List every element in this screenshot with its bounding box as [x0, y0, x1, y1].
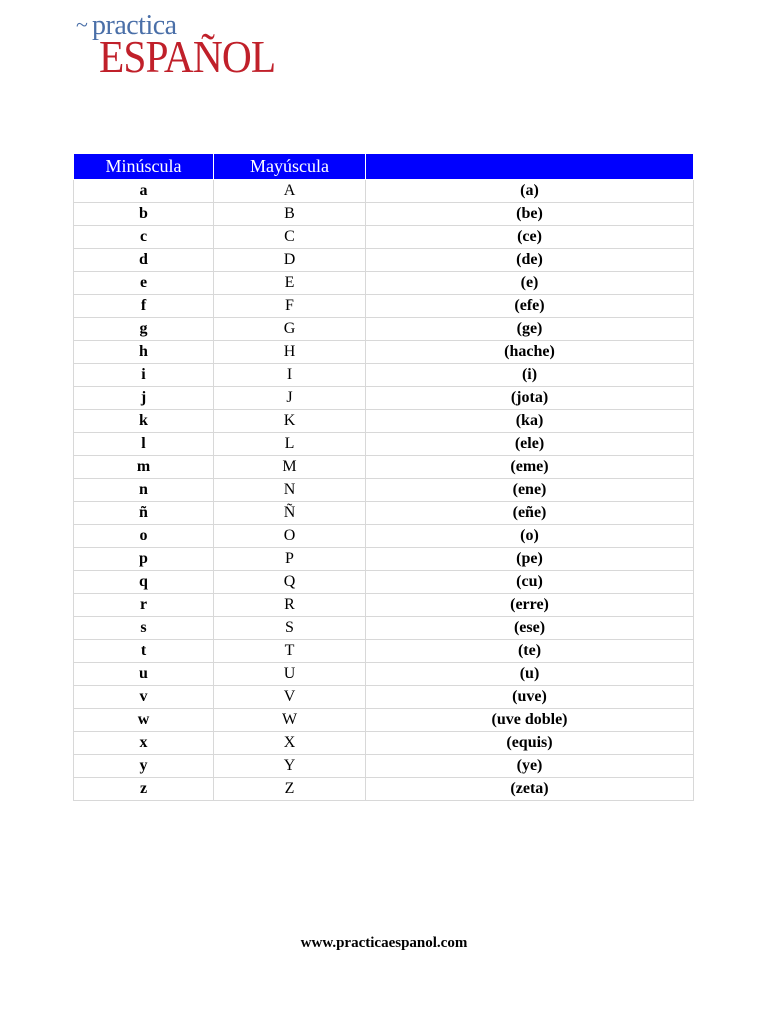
table-row	[74, 594, 694, 617]
alphabet-table-body	[74, 180, 694, 801]
logo-espanol-text: ESPAÑOL	[99, 31, 276, 82]
lowercase-letter: a	[74, 180, 214, 203]
lowercase-letter: g	[74, 318, 214, 341]
lowercase-letter: e	[74, 272, 214, 295]
table-row	[74, 502, 694, 525]
uppercase-letter: W	[214, 709, 366, 732]
uppercase-letter: A	[214, 180, 366, 203]
header-mayuscula: Mayúscula	[214, 154, 366, 180]
table-row	[74, 732, 694, 755]
table-row	[74, 479, 694, 502]
table-row	[74, 341, 694, 364]
table-row	[74, 295, 694, 318]
lowercase-letter: z	[74, 778, 214, 801]
lowercase-letter: i	[74, 364, 214, 387]
header-minuscula: Minúscula	[74, 154, 214, 180]
table-row	[74, 226, 694, 249]
lowercase-letter: l	[74, 433, 214, 456]
letter-name: (ce)	[366, 226, 694, 249]
uppercase-letter: R	[214, 594, 366, 617]
footer-url: www.practicaespanol.com	[300, 935, 468, 951]
lowercase-letter: u	[74, 663, 214, 686]
letter-name: (eme)	[366, 456, 694, 479]
letter-name: (uve)	[366, 686, 694, 709]
uppercase-letter: F	[214, 295, 366, 318]
uppercase-letter: Ñ	[214, 502, 366, 525]
letter-name: (ka)	[366, 410, 694, 433]
uppercase-letter: U	[214, 663, 366, 686]
table-row	[74, 548, 694, 571]
letter-name: (equis)	[366, 732, 694, 755]
lowercase-letter: k	[74, 410, 214, 433]
uppercase-letter: M	[214, 456, 366, 479]
lowercase-letter: b	[74, 203, 214, 226]
letter-name: (de)	[366, 249, 694, 272]
letter-name: (pe)	[366, 548, 694, 571]
letter-name: (be)	[366, 203, 694, 226]
spanish-alphabet-table	[73, 153, 694, 801]
table-row	[74, 410, 694, 433]
lowercase-letter: r	[74, 594, 214, 617]
uppercase-letter: K	[214, 410, 366, 433]
lowercase-letter: n	[74, 479, 214, 502]
logo-tilde: ~	[76, 12, 88, 37]
uppercase-letter: Q	[214, 571, 366, 594]
uppercase-letter: S	[214, 617, 366, 640]
uppercase-letter: Y	[214, 755, 366, 778]
lowercase-letter: h	[74, 341, 214, 364]
letter-name: (erre)	[366, 594, 694, 617]
table-row	[74, 686, 694, 709]
uppercase-letter: G	[214, 318, 366, 341]
table-row	[74, 663, 694, 686]
table-row	[74, 778, 694, 801]
uppercase-letter: L	[214, 433, 366, 456]
letter-name: (u)	[366, 663, 694, 686]
table-row	[74, 617, 694, 640]
uppercase-letter: I	[214, 364, 366, 387]
uppercase-letter: D	[214, 249, 366, 272]
header-name	[366, 154, 694, 180]
lowercase-letter: c	[74, 226, 214, 249]
letter-name: (o)	[366, 525, 694, 548]
letter-name: (e)	[366, 272, 694, 295]
lowercase-letter: q	[74, 571, 214, 594]
uppercase-letter: J	[214, 387, 366, 410]
logo-practica-text: practica	[92, 10, 177, 41]
letter-name: (uve doble)	[366, 709, 694, 732]
letter-name: (cu)	[366, 571, 694, 594]
letter-name: (ene)	[366, 479, 694, 502]
uppercase-letter: O	[214, 525, 366, 548]
lowercase-letter: t	[74, 640, 214, 663]
table-row	[74, 203, 694, 226]
table-row	[74, 709, 694, 732]
table-row	[74, 272, 694, 295]
table-row	[74, 318, 694, 341]
table-row	[74, 755, 694, 778]
uppercase-letter: B	[214, 203, 366, 226]
table-row	[74, 525, 694, 548]
table-row	[74, 433, 694, 456]
uppercase-letter: P	[214, 548, 366, 571]
uppercase-letter: T	[214, 640, 366, 663]
lowercase-letter: d	[74, 249, 214, 272]
letter-name: (zeta)	[366, 778, 694, 801]
letter-name: (jota)	[366, 387, 694, 410]
lowercase-letter: w	[74, 709, 214, 732]
table-row	[74, 180, 694, 203]
letter-name: (i)	[366, 364, 694, 387]
uppercase-letter: E	[214, 272, 366, 295]
lowercase-letter: f	[74, 295, 214, 318]
lowercase-letter: o	[74, 525, 214, 548]
table-row	[74, 249, 694, 272]
practica-espanol-logo	[76, 10, 276, 82]
uppercase-letter: V	[214, 686, 366, 709]
letter-name: (hache)	[366, 341, 694, 364]
table-row	[74, 364, 694, 387]
uppercase-letter: X	[214, 732, 366, 755]
letter-name: (ese)	[366, 617, 694, 640]
table-row	[74, 571, 694, 594]
uppercase-letter: Z	[214, 778, 366, 801]
lowercase-letter: m	[74, 456, 214, 479]
lowercase-letter: ñ	[74, 502, 214, 525]
letter-name: (a)	[366, 180, 694, 203]
table-row	[74, 387, 694, 410]
lowercase-letter: v	[74, 686, 214, 709]
letter-name: (eñe)	[366, 502, 694, 525]
lowercase-letter: y	[74, 755, 214, 778]
uppercase-letter: H	[214, 341, 366, 364]
letter-name: (te)	[366, 640, 694, 663]
letter-name: (ele)	[366, 433, 694, 456]
table-header-row	[74, 154, 694, 180]
lowercase-letter: x	[74, 732, 214, 755]
lowercase-letter: s	[74, 617, 214, 640]
letter-name: (efe)	[366, 295, 694, 318]
lowercase-letter: j	[74, 387, 214, 410]
table-row	[74, 456, 694, 479]
letter-name: (ye)	[366, 755, 694, 778]
uppercase-letter: N	[214, 479, 366, 502]
uppercase-letter: C	[214, 226, 366, 249]
letter-name: (ge)	[366, 318, 694, 341]
lowercase-letter: p	[74, 548, 214, 571]
table-row	[74, 640, 694, 663]
